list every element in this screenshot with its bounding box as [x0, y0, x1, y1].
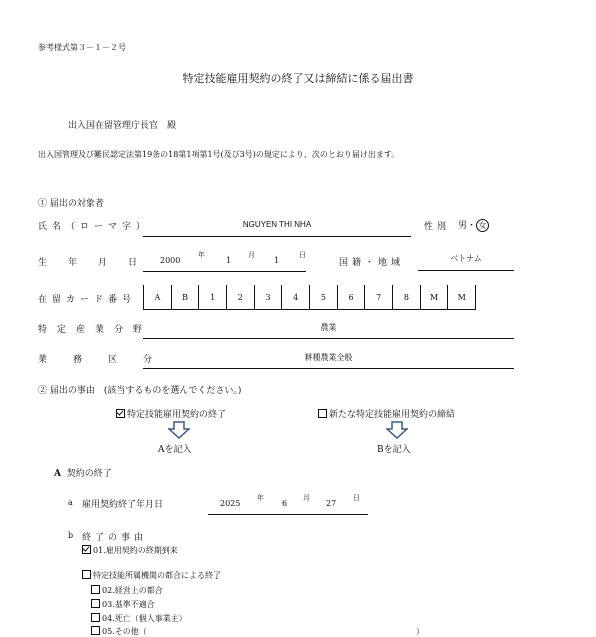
field-underline [143, 338, 514, 339]
dob-day: 1 [274, 256, 280, 265]
reason-group-checkbox[interactable] [82, 570, 91, 579]
reason-05[interactable] [91, 626, 147, 637]
dob-year: 2000 [160, 256, 181, 265]
legal-basis: 出入国管理及び難民認定法第19条の18第1項第1号(及び3号)の規定により、次のとおり届け出ます。 [38, 150, 400, 159]
card-digit: 6 [337, 285, 365, 309]
reason-05-label: 05.その他（ [102, 627, 147, 636]
reason-04[interactable] [91, 613, 187, 624]
card-digit: B [171, 285, 199, 309]
part-a-letter: A [54, 469, 61, 479]
end-date-underline [208, 514, 368, 515]
sex-male: 男・ [458, 221, 477, 231]
reason-02[interactable] [91, 585, 163, 596]
fill-b-note: Bを記入 [377, 445, 411, 455]
name-value: NGUYEN THI NHA [242, 220, 312, 229]
contract-end-label: 特定技能雇用契約の終了 [127, 410, 227, 420]
part-a-title: 契約の終了 [66, 469, 112, 479]
end-day-unit: 日 [353, 494, 360, 502]
end-date-label: 雇用契約終了年月日 [82, 500, 164, 510]
form-title: 特定技能雇用契約の終了又は締結に係る届出書 [182, 72, 414, 85]
contract-new-label: 新たな特定技能雇用契約の締結 [329, 410, 456, 420]
card-digit: 8 [392, 285, 420, 309]
card-digit: M [420, 285, 448, 309]
card-digit: 3 [254, 285, 282, 309]
section2-heading: ② 届出の事由 (該当するものを選んでください。) [38, 386, 242, 396]
option-contract-new[interactable] [318, 407, 455, 420]
dob-month-unit: 月 [248, 251, 255, 259]
reason-02-checkbox[interactable] [91, 585, 100, 594]
job-underline [143, 368, 514, 369]
reason-03[interactable] [91, 599, 155, 610]
contract-new-checkbox[interactable] [318, 409, 327, 418]
sex-female-circled: 女 [476, 219, 489, 232]
reason-03-checkbox[interactable] [91, 599, 100, 608]
reason-group[interactable] [82, 570, 221, 581]
end-month: 6 [282, 499, 288, 508]
addressee: 出入国在留管理庁長官 殿 [68, 121, 177, 131]
reason-03-label: 03.基準不適合 [102, 600, 155, 609]
card-digit: M [447, 285, 476, 309]
sex-label: 性別 [424, 222, 451, 232]
end-year-unit: 年 [257, 494, 264, 502]
dob-underline [143, 271, 306, 272]
reason-04-checkbox[interactable] [91, 613, 100, 622]
end-month-unit: 月 [303, 494, 310, 502]
reason-05-checkbox[interactable] [91, 626, 100, 635]
end-reason-label: 終了の事由 [82, 533, 148, 543]
name-label: 氏名（ローマ字） [38, 222, 151, 232]
dob-year-unit: 年 [198, 251, 205, 259]
arrow-down-icon [386, 421, 408, 439]
reason-02-label: 02.経営上の都合 [102, 586, 163, 595]
contract-end-checkbox[interactable] [116, 409, 125, 418]
field-label: 特定産業分野 [38, 325, 153, 335]
nationality-value: ベトナム [450, 254, 482, 263]
card-digit: 4 [281, 285, 309, 309]
section1-heading: ① 届出の対象者 [38, 199, 104, 209]
dob-month: 1 [226, 256, 232, 265]
name-underline [143, 236, 411, 237]
reason-05-close: ） [416, 627, 424, 636]
sex-options [458, 218, 489, 232]
reason-04-label: 04.死亡（個人事業主） [102, 614, 187, 623]
nationality-underline [418, 270, 514, 271]
arrow-down-icon [168, 421, 190, 439]
dob-label: 生年月日 [38, 258, 159, 268]
part-a-heading [54, 466, 112, 479]
card-digit: 7 [364, 285, 392, 309]
fill-a-note: Aを記入 [158, 445, 192, 455]
item-b-marker: b [68, 531, 74, 540]
card-digit: A [143, 285, 171, 309]
card-digit: 1 [198, 285, 226, 309]
reason-group-label: 特定技能所属機関の都合による終了 [93, 571, 221, 580]
card-digit: 5 [309, 285, 337, 309]
end-day: 27 [326, 499, 337, 508]
reason-01[interactable] [82, 545, 178, 556]
job-value: 耕種農業全般 [304, 353, 353, 362]
form-reference: 参考様式第３－１－２号 [38, 43, 126, 52]
residence-card-number [143, 285, 476, 310]
end-year: 2025 [220, 499, 241, 508]
option-contract-end[interactable] [116, 407, 226, 420]
field-value: 農業 [320, 323, 337, 332]
job-label: 業務区分 [38, 355, 179, 365]
card-digit: 2 [226, 285, 254, 309]
reason-01-checkbox[interactable] [82, 545, 91, 554]
item-a-marker: a [68, 498, 73, 507]
card-label: 在留カード番号 [38, 295, 137, 305]
reason-01-label: 01.雇用契約の終期到来 [93, 546, 178, 555]
nationality-label: 国籍・地域 [339, 258, 405, 268]
dob-day-unit: 日 [299, 251, 306, 259]
